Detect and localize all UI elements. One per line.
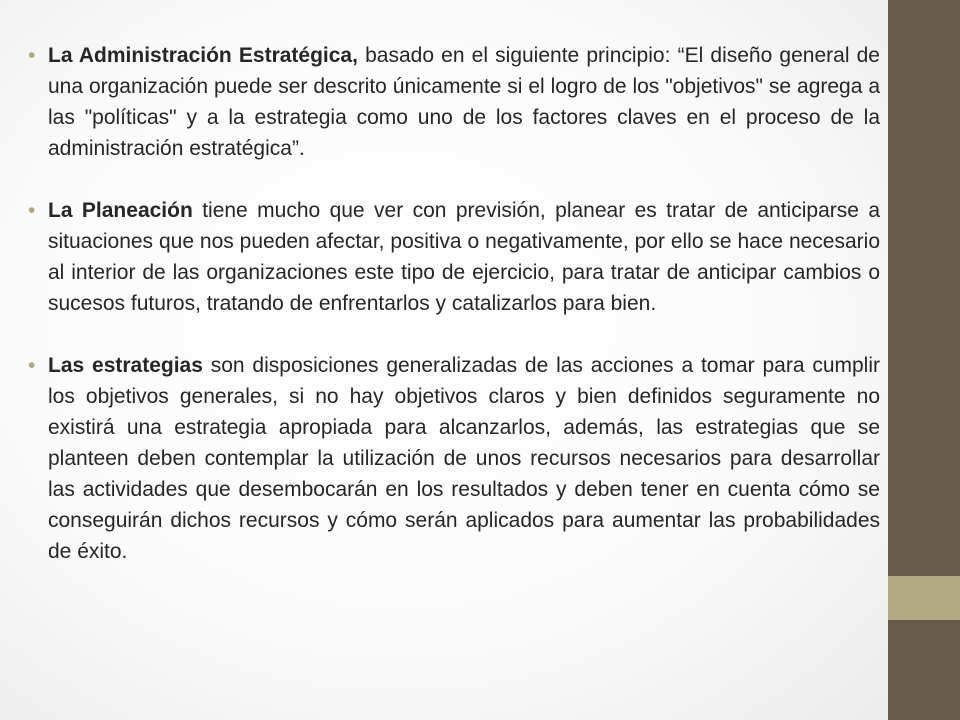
item-heading: La Planeación xyxy=(48,199,193,222)
item-heading: La Administración Estratégica, xyxy=(48,44,358,67)
bullet-icon: • xyxy=(28,44,36,67)
bullet-item-planeacion xyxy=(28,195,880,319)
item-heading: Las estrategias xyxy=(48,354,203,377)
bullet-icon: • xyxy=(28,354,36,377)
side-bar-accent-block xyxy=(888,576,960,620)
slide-content xyxy=(28,40,880,567)
item-text: son disposiciones generalizadas de las acciones a tomar para cumplir los objetivos generales, si no hay objetivos claros y bien definidos seguramente no existirá una estrategia apropiada para alcanzarlos, además, las estrategias que se planteen deben contemplar la utilización de unos recursos necesarios para desarrollar las actividades que desembocarán en los resultados y deben tener en cuenta cómo se conseguirán dichos recursos y cómo serán aplicados para aumentar las probabilidades de éxito. xyxy=(48,354,881,563)
bullet-item-administracion xyxy=(28,40,880,164)
item-text: basado en el siguiente principio: “El diseño general de una organización puede ser descrito únicamente si el logro de los "objetivos" se agrega a las "políticas" y a la estrategia como uno de los factores claves en el proceso de la administración estratégica”. xyxy=(48,44,880,160)
item-text: tiene mucho que ver con previsión, planear es tratar de anticiparse a situaciones que nos pueden afectar, positiva o negativamente, por ello se hace necesario al interior de las organizaciones este tipo de ejercicio, para tratar de anticipar cambios o sucesos futuros, tratando de enfrentarlos y catalizarlos para bien. xyxy=(48,199,880,315)
bullet-item-estrategias xyxy=(28,350,880,567)
bullet-icon: • xyxy=(28,199,36,222)
